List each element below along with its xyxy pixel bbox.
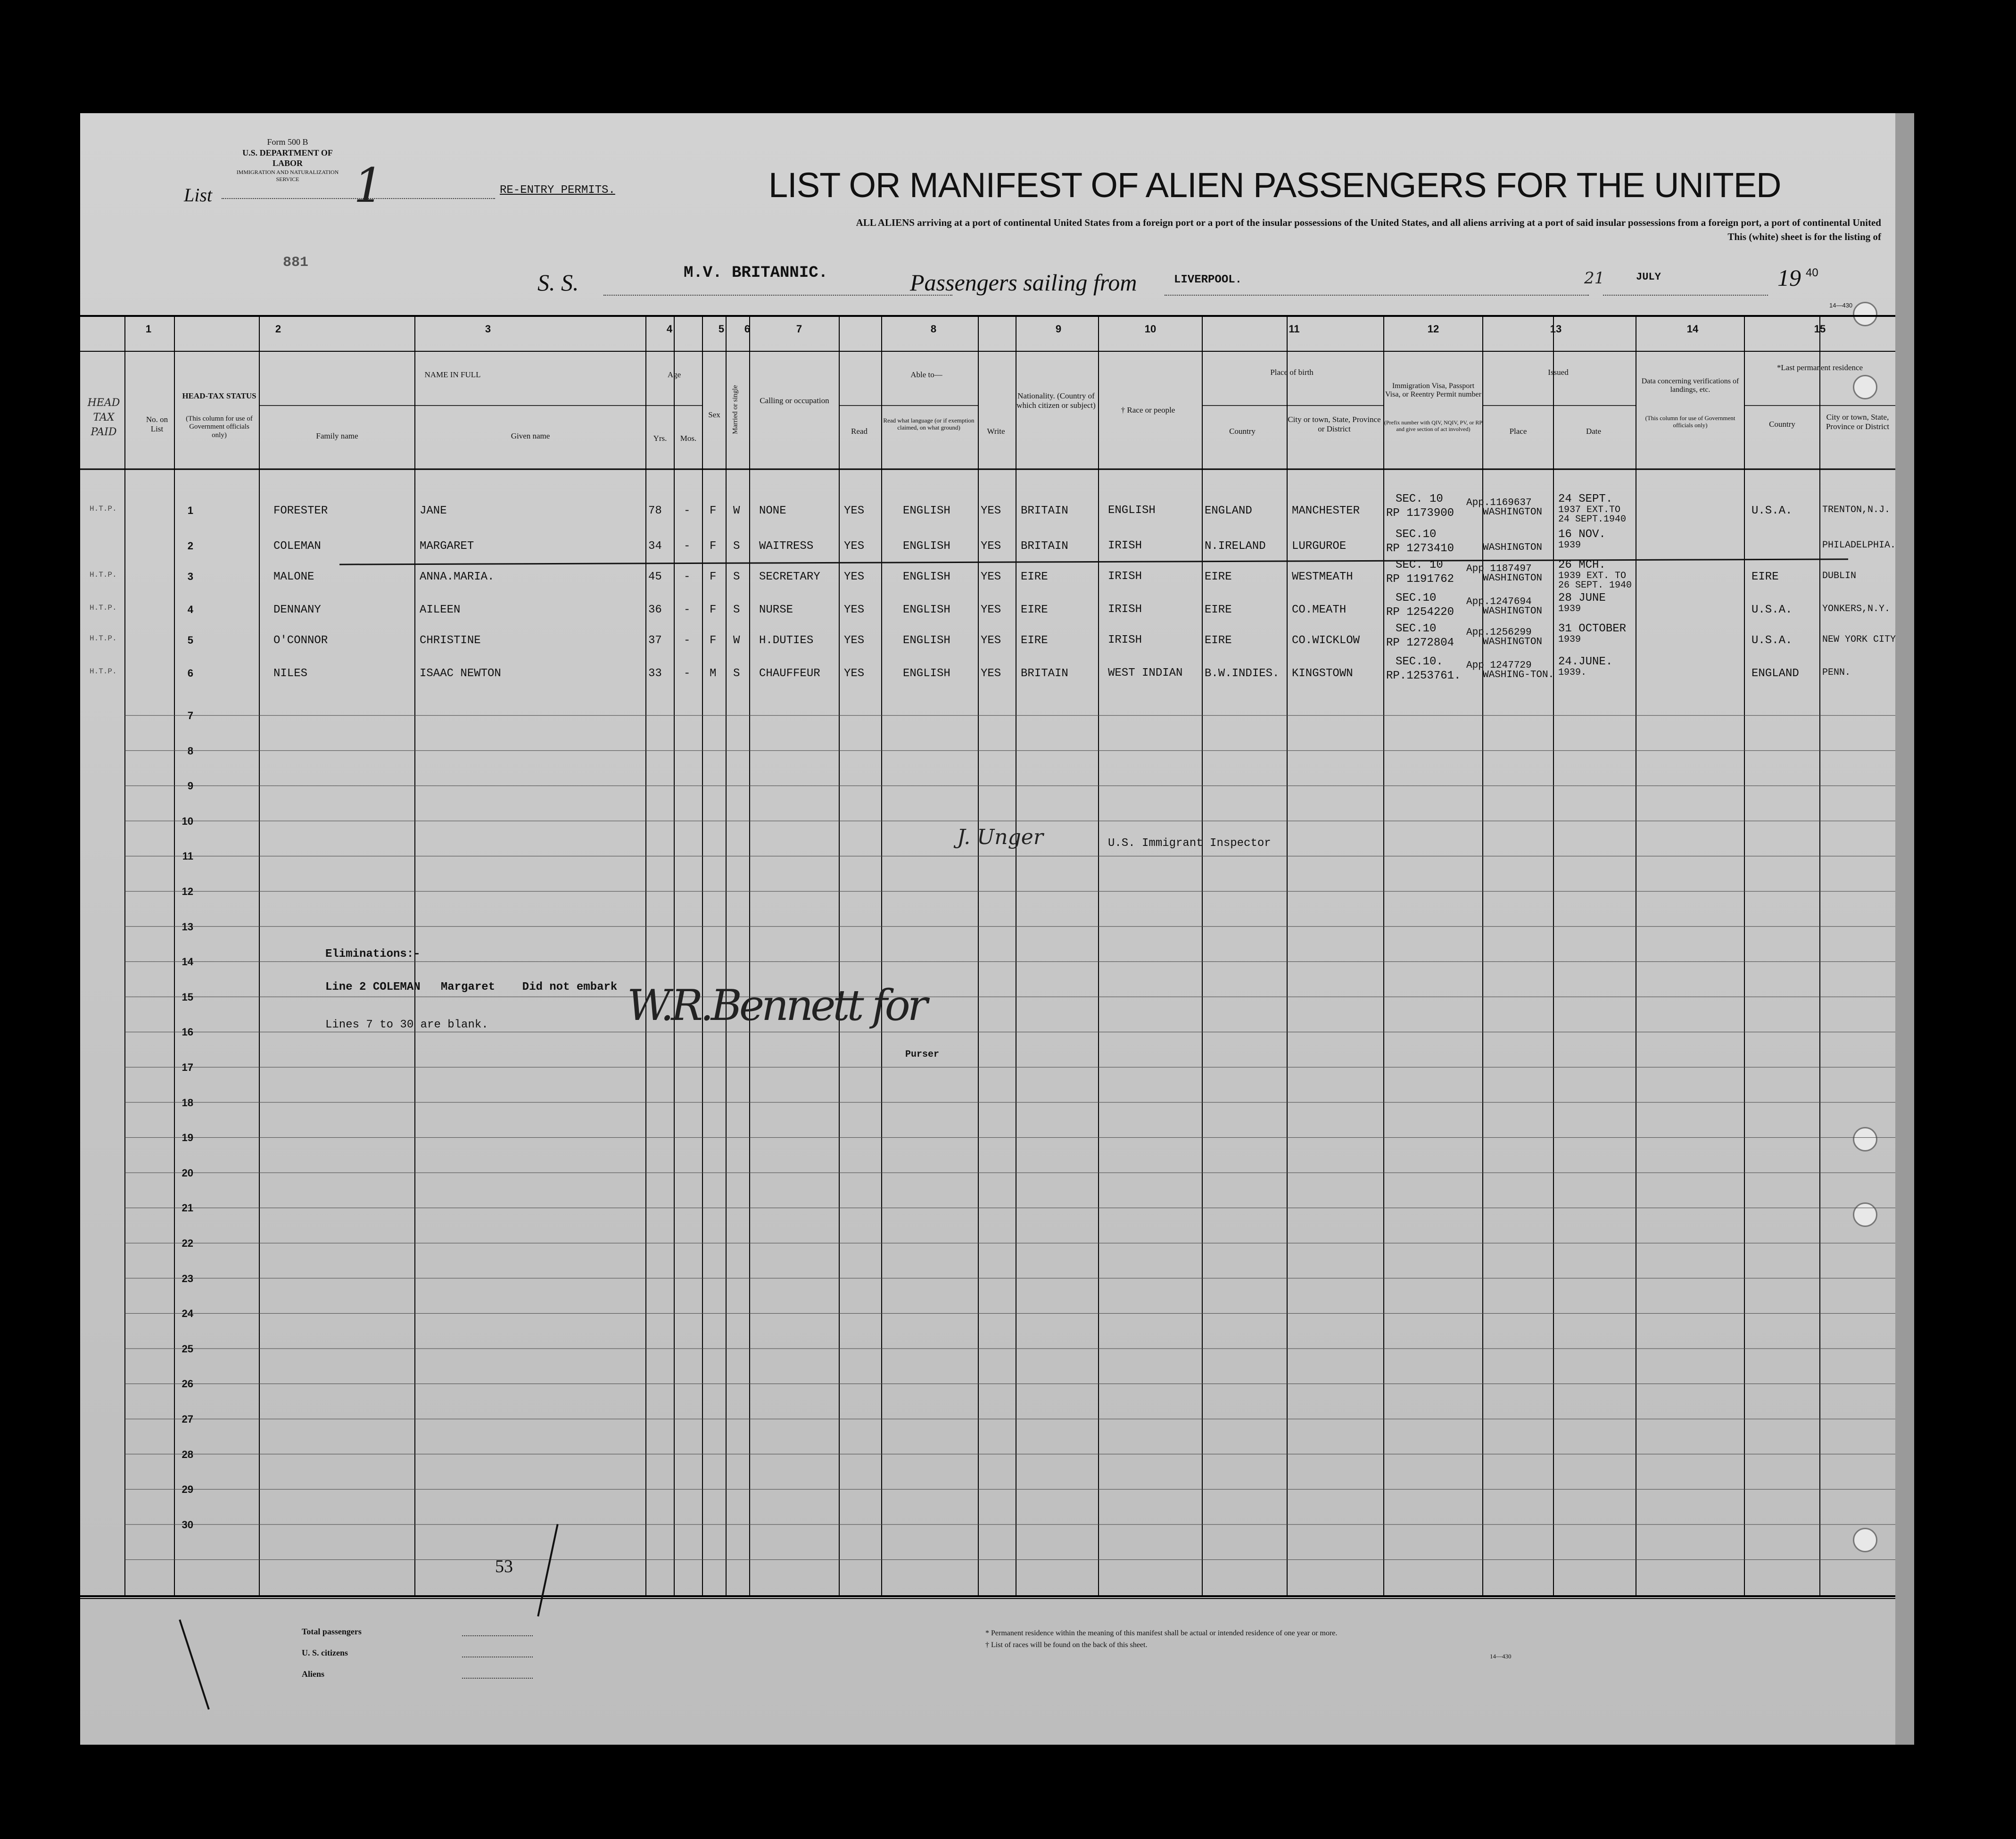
- nationality: EIRE: [1021, 571, 1048, 583]
- application-number: App 1187497: [1466, 563, 1532, 574]
- hdr-race: † Race or people: [1121, 406, 1175, 414]
- hdr-given-name: Given name: [511, 431, 550, 440]
- can-read: YES: [844, 604, 865, 616]
- birth-country: B.W.INDIES.: [1205, 667, 1280, 680]
- issued-place: WASHINGTON: [1483, 542, 1543, 553]
- marital-status: S: [733, 571, 740, 583]
- line-number: 30: [182, 1518, 193, 1531]
- nationality: EIRE: [1021, 634, 1048, 647]
- issued-date-ext: 1939: [1558, 540, 1581, 551]
- visa-section: SEC.10: [1396, 622, 1437, 635]
- hdr-issued: Issued: [1548, 368, 1569, 377]
- can-read: YES: [844, 667, 865, 680]
- line-number: 18: [182, 1096, 193, 1109]
- column-number: 1: [145, 323, 152, 335]
- race: IRISH: [1108, 603, 1142, 616]
- column-number: 7: [796, 323, 802, 335]
- occupation: CHAUFFEUR: [759, 667, 820, 680]
- department: U.S. DEPARTMENT OF LABOR: [242, 148, 333, 168]
- residence-country: EIRE: [1752, 571, 1779, 583]
- footnote-code: 14—430: [1490, 1653, 1512, 1660]
- application-number: App.1256299: [1466, 627, 1532, 638]
- birth-city: MANCHESTER: [1292, 505, 1360, 517]
- issued-date: 31 OCTOBER: [1558, 622, 1627, 635]
- can-read: YES: [844, 634, 865, 647]
- column-number: 8: [930, 323, 937, 335]
- visa-number: RP.1253761.: [1386, 670, 1461, 682]
- can-write: YES: [981, 604, 1001, 616]
- line-number: 1: [187, 505, 193, 516]
- visa-section: SEC.10.: [1396, 655, 1443, 668]
- read-language: ENGLISH: [903, 604, 950, 616]
- head-tax-mark: H.T.P.: [90, 667, 117, 676]
- issued-date-ext: 1939.: [1558, 667, 1587, 678]
- application-number: App.1247694: [1466, 596, 1532, 607]
- birth-city: KINGSTOWN: [1292, 667, 1353, 680]
- residence-city: PHILADELPHIA.: [1822, 540, 1896, 551]
- hdr-head-tax: HEAD-TAX STATUS: [182, 391, 256, 400]
- age-years: 78: [648, 505, 662, 517]
- hdr-family-name: Family name: [316, 431, 358, 440]
- read-language: ENGLISH: [903, 634, 950, 647]
- age-months: -: [684, 667, 691, 680]
- head-tax-mark: H.T.P.: [90, 634, 117, 643]
- line-number: 3: [187, 571, 193, 582]
- purser-signature: W.R.Bennett for: [627, 981, 925, 1030]
- list-label: List: [184, 184, 213, 206]
- occupation: SECRETARY: [759, 571, 820, 583]
- residence-city: DUBLIN: [1822, 571, 1857, 581]
- line-number: 5: [187, 634, 193, 646]
- page-count: 53: [495, 1557, 513, 1576]
- hdr-res-city: City or town, State, Province or District: [1826, 413, 1890, 431]
- purser-label: Purser: [905, 1049, 940, 1060]
- year-suffix: 40: [1806, 266, 1818, 279]
- departure-port: LIVERPOOL.: [1174, 273, 1242, 286]
- total-rule: [462, 1635, 533, 1636]
- us-citizens-label: U. S. citizens: [302, 1648, 348, 1657]
- column-number: 15: [1814, 323, 1826, 335]
- line-number: 21: [182, 1202, 193, 1214]
- application-number: App 1247729: [1466, 660, 1532, 671]
- visa-section: SEC. 10: [1396, 493, 1443, 505]
- family-name: COLEMAN: [273, 540, 321, 553]
- eliminations-line-2: Lines 7 to 30 are blank.: [325, 1019, 488, 1031]
- read-language: ENGLISH: [903, 571, 950, 583]
- visa-section: SEC.10: [1396, 592, 1437, 605]
- line-number: 19: [182, 1132, 193, 1144]
- line-number: 24: [182, 1308, 193, 1320]
- birth-city: WESTMEATH: [1292, 571, 1353, 583]
- given-name: ISAAC NEWTON: [420, 667, 501, 680]
- hdr-mos: Mos.: [680, 434, 697, 443]
- can-read: YES: [844, 540, 865, 553]
- hdr-nationality: Nationality. (Country of which citizen or subject): [1016, 391, 1096, 410]
- birth-city: CO.WICKLOW: [1292, 634, 1360, 647]
- residence-country: ENGLAND: [1752, 667, 1799, 680]
- issued-date: 24.JUNE.: [1558, 655, 1613, 668]
- footnote-residence: * Permanent residence within the meaning of this manifest shall be actual or intended residence of one year or more.: [985, 1629, 1338, 1637]
- issued-date-ext: 1937 EXT.TO 24 SEPT.1940: [1558, 505, 1627, 525]
- line-number: 15: [182, 991, 193, 1003]
- residence-city: YONKERS,N.Y.: [1822, 604, 1891, 614]
- issued-date-ext: 1939: [1558, 634, 1581, 645]
- sex: M: [710, 667, 717, 680]
- column-number: 11: [1289, 323, 1300, 335]
- residence-city: PENN.: [1822, 667, 1851, 678]
- hdr-read-lang: Read what language (or if exemption claimed, on what ground): [883, 417, 975, 431]
- residence-country: U.S.A.: [1752, 505, 1793, 517]
- visa-number: RP 1254220: [1386, 606, 1454, 619]
- issued-date: 28 JUNE: [1558, 592, 1606, 605]
- line-number: 11: [182, 850, 193, 862]
- manifest-subtitle-2: This (white) sheet is for the listing of: [1727, 231, 1881, 242]
- issued-place: WASHINGTON: [1483, 573, 1543, 584]
- line-number: 20: [182, 1167, 193, 1179]
- family-name: FORESTER: [273, 505, 328, 517]
- age-years: 37: [648, 634, 662, 647]
- form-number: Form 500 B: [267, 137, 308, 147]
- line-number: 28: [182, 1448, 193, 1460]
- visa-number: RP 1272804: [1386, 637, 1454, 649]
- hdr-place-of-birth: Place of birth: [1270, 368, 1314, 377]
- given-name: MARGARET: [420, 540, 474, 553]
- age-months: -: [684, 505, 691, 517]
- birth-city: CO.MEATH: [1292, 604, 1347, 616]
- age-years: 45: [648, 571, 662, 583]
- manifest-grid: [80, 113, 1895, 1745]
- marital-status: S: [733, 667, 740, 680]
- hdr-verification: Data concerning verifications of landings, etc.: [1641, 377, 1739, 394]
- visa-number: RP 1191762: [1386, 573, 1454, 586]
- line-number: 2: [187, 540, 193, 552]
- marital-status: W: [733, 505, 740, 517]
- stamp-mark: 881: [283, 255, 309, 271]
- can-write: YES: [981, 505, 1001, 517]
- can-write: YES: [981, 540, 1001, 553]
- age-months: -: [684, 604, 691, 616]
- age-months: -: [684, 571, 691, 583]
- column-number: 10: [1144, 323, 1157, 335]
- line-number: 13: [182, 920, 193, 933]
- issued-place: WASHINGTON: [1483, 606, 1543, 617]
- line-number: 6: [187, 667, 193, 679]
- issued-date: 16 NOV.: [1558, 528, 1606, 541]
- hdr-sex: Sex: [708, 410, 720, 419]
- occupation: WAITRESS: [759, 540, 814, 553]
- hdr-name-in-full: NAME IN FULL: [424, 370, 481, 379]
- nationality: BRITAIN: [1021, 667, 1068, 680]
- sex: F: [710, 634, 717, 647]
- hdr-head-tax-note: (This column for use of Government officials only): [186, 415, 253, 439]
- form-code-top: 14—430: [1829, 302, 1853, 309]
- can-read: YES: [844, 571, 865, 583]
- birth-country: N.IRELAND: [1205, 540, 1266, 553]
- issued-date-ext: 1939 EXT. TO 26 SEPT. 1940: [1558, 571, 1632, 591]
- hdr-issued-date: Date: [1586, 427, 1602, 436]
- occupation: NURSE: [759, 604, 793, 616]
- hdr-birth-city: City or town, State, Province or District: [1288, 415, 1381, 433]
- head-tax-mark: H.T.P.: [90, 505, 117, 513]
- given-name: ANNA.MARIA.: [420, 571, 495, 583]
- residence-country: U.S.A.: [1752, 604, 1793, 616]
- sex: F: [710, 571, 717, 583]
- line-number: 26: [182, 1378, 193, 1390]
- family-name: NILES: [273, 667, 308, 680]
- race: WEST INDIAN: [1108, 667, 1183, 679]
- manifest-sheet: [80, 113, 1895, 1745]
- family-name: O'CONNOR: [273, 634, 328, 647]
- inspector-signature: J. Unger: [957, 825, 1043, 849]
- aliens-rule: [462, 1678, 533, 1679]
- given-name: CHRISTINE: [420, 634, 481, 647]
- line-number: 8: [187, 745, 193, 757]
- manifest-subtitle: ALL ALIENS arriving at a port of continental United States from a foreign port or a port of the insular possessions of the United States, and all aliens arriving at a port of said insular possessions from a foreign port, a port of continental United: [856, 217, 1881, 228]
- hdr-last-residence: *Last permanent residence: [1776, 363, 1863, 372]
- page-edge: [1895, 113, 1914, 1745]
- line-number: 14: [182, 956, 193, 968]
- family-name: DENNANY: [273, 604, 321, 616]
- hdr-verification-note: (This column for use of Government officials only): [1645, 414, 1735, 429]
- head-tax-mark: H.T.P.: [90, 604, 117, 612]
- line-number: 29: [182, 1483, 193, 1496]
- issued-date: 24 SEPT.: [1558, 493, 1613, 505]
- marital-status: S: [733, 540, 740, 553]
- visa-number: RP 1173900: [1386, 507, 1454, 520]
- hdr-visa-note: (Prefix number with QIV, NQIV, PV, or RP and give section of act involved): [1384, 419, 1482, 432]
- visa-section: SEC.10: [1396, 528, 1437, 541]
- column-number: 4: [666, 323, 673, 335]
- column-number: 13: [1550, 323, 1562, 335]
- residence-city: NEW YORK CITY: [1822, 634, 1896, 645]
- hdr-age: Age: [667, 370, 681, 379]
- visa-section: SEC. 10: [1396, 559, 1443, 572]
- hdr-able-to: Able to—: [910, 370, 942, 379]
- issued-date: 26 MCH.: [1558, 559, 1606, 572]
- head-tax-mark: H.T.P.: [90, 571, 117, 579]
- given-name: JANE: [420, 505, 447, 517]
- column-number: 14: [1686, 323, 1699, 335]
- hdr-no-on-list: No. on List: [146, 415, 168, 433]
- occupation: NONE: [759, 505, 786, 517]
- footnote-races: † List of races will be found on the back of this sheet.: [985, 1641, 1148, 1649]
- column-number: 3: [485, 323, 491, 335]
- age-years: 36: [648, 604, 662, 616]
- hdr-married: Married or single: [731, 385, 739, 434]
- column-number: 2: [275, 323, 281, 335]
- departure-day: 21: [1584, 269, 1605, 288]
- line-number: 22: [182, 1237, 193, 1249]
- column-number: 5: [718, 323, 725, 335]
- visa-number: RP 1273410: [1386, 542, 1454, 555]
- residence-country: U.S.A.: [1752, 634, 1793, 647]
- ss-label: S. S.: [537, 269, 579, 296]
- year-prefix: 19: [1777, 265, 1801, 291]
- sex: F: [710, 604, 717, 616]
- issued-place: WASHINGTON: [1483, 507, 1543, 518]
- line-number: 17: [182, 1061, 193, 1073]
- aliens-label: Aliens: [302, 1669, 325, 1679]
- head-tax-margin-note: HEAD TAX PAID: [87, 397, 120, 438]
- can-read: YES: [844, 505, 865, 517]
- occupation: H.DUTIES: [759, 634, 814, 647]
- read-language: ENGLISH: [903, 540, 950, 553]
- race: IRISH: [1108, 539, 1142, 552]
- age-years: 34: [648, 540, 662, 553]
- hdr-yrs: Yrs.: [653, 434, 667, 443]
- age-months: -: [684, 634, 691, 647]
- family-name: MALONE: [273, 571, 314, 583]
- line-number: 12: [182, 886, 193, 897]
- list-number: 1: [354, 158, 384, 213]
- can-write: YES: [981, 667, 1001, 680]
- line-number: 9: [187, 780, 193, 792]
- eliminations-heading: Eliminations:-: [325, 948, 421, 961]
- age-months: -: [684, 540, 691, 553]
- hdr-read: Read: [851, 427, 868, 436]
- marital-status: W: [733, 634, 740, 647]
- eliminations-line-1: Line 2 COLEMAN Margaret Did not embark: [325, 981, 618, 994]
- total-passengers-label: Total passengers: [302, 1627, 362, 1636]
- issued-place: WASHING-TON.: [1483, 670, 1554, 680]
- line-number: 16: [182, 1026, 193, 1038]
- line-number: 23: [182, 1272, 193, 1284]
- read-language: ENGLISH: [903, 505, 950, 517]
- birth-country: EIRE: [1205, 604, 1232, 616]
- ship-name: M.V. BRITANNIC.: [684, 264, 828, 282]
- line-number: 25: [182, 1342, 193, 1355]
- birth-city: LURGUROE: [1292, 540, 1347, 553]
- column-number: 6: [744, 323, 751, 335]
- age-years: 33: [648, 667, 662, 680]
- can-write: YES: [981, 634, 1001, 647]
- hdr-visa: Immigration Visa, Passport Visa, or Reentry Permit number: [1385, 382, 1481, 399]
- can-write: YES: [981, 571, 1001, 583]
- line-number: 4: [187, 604, 193, 615]
- hdr-write: Write: [987, 427, 1005, 436]
- departure-month: JULY: [1636, 271, 1661, 283]
- inspector-line: U.S. Immigrant Inspector: [1108, 837, 1271, 850]
- birth-country: EIRE: [1205, 634, 1232, 647]
- nationality: BRITAIN: [1021, 540, 1068, 553]
- line-number: 7: [187, 710, 193, 721]
- service: IMMIGRATION AND NATURALIZATION SERVICE: [236, 168, 339, 182]
- birth-country: EIRE: [1205, 571, 1232, 583]
- race: IRISH: [1108, 634, 1142, 646]
- hdr-res-country: Country: [1769, 420, 1795, 429]
- application-number: App.1169637: [1466, 497, 1532, 508]
- given-name: AILEEN: [420, 604, 461, 616]
- sex: F: [710, 505, 717, 517]
- nationality: BRITAIN: [1021, 505, 1068, 517]
- hdr-issued-place: Place: [1509, 427, 1527, 436]
- column-number: 9: [1055, 323, 1062, 335]
- read-language: ENGLISH: [903, 667, 950, 680]
- manifest-title: LIST OR MANIFEST OF ALIEN PASSENGERS FOR THE UNITED: [768, 166, 1781, 205]
- line-number: 10: [182, 815, 193, 827]
- sex: F: [710, 540, 717, 553]
- residence-city: TRENTON,N.J.: [1822, 505, 1891, 515]
- line-number: 27: [182, 1413, 193, 1425]
- issued-date-ext: 1939: [1558, 604, 1581, 614]
- permit-note: RE-ENTRY PERMITS.: [500, 184, 615, 197]
- nationality: EIRE: [1021, 604, 1048, 616]
- race: ENGLISH: [1108, 504, 1156, 517]
- issued-place: WASHINGTON: [1483, 637, 1543, 647]
- sailing-label: Passengers sailing from: [910, 269, 1137, 296]
- hdr-birth-country: Country: [1229, 427, 1256, 436]
- birth-country: ENGLAND: [1205, 505, 1252, 517]
- race: IRISH: [1108, 570, 1142, 583]
- hdr-calling: Calling or occupation: [760, 396, 829, 405]
- column-number: 12: [1427, 323, 1439, 335]
- marital-status: S: [733, 604, 740, 616]
